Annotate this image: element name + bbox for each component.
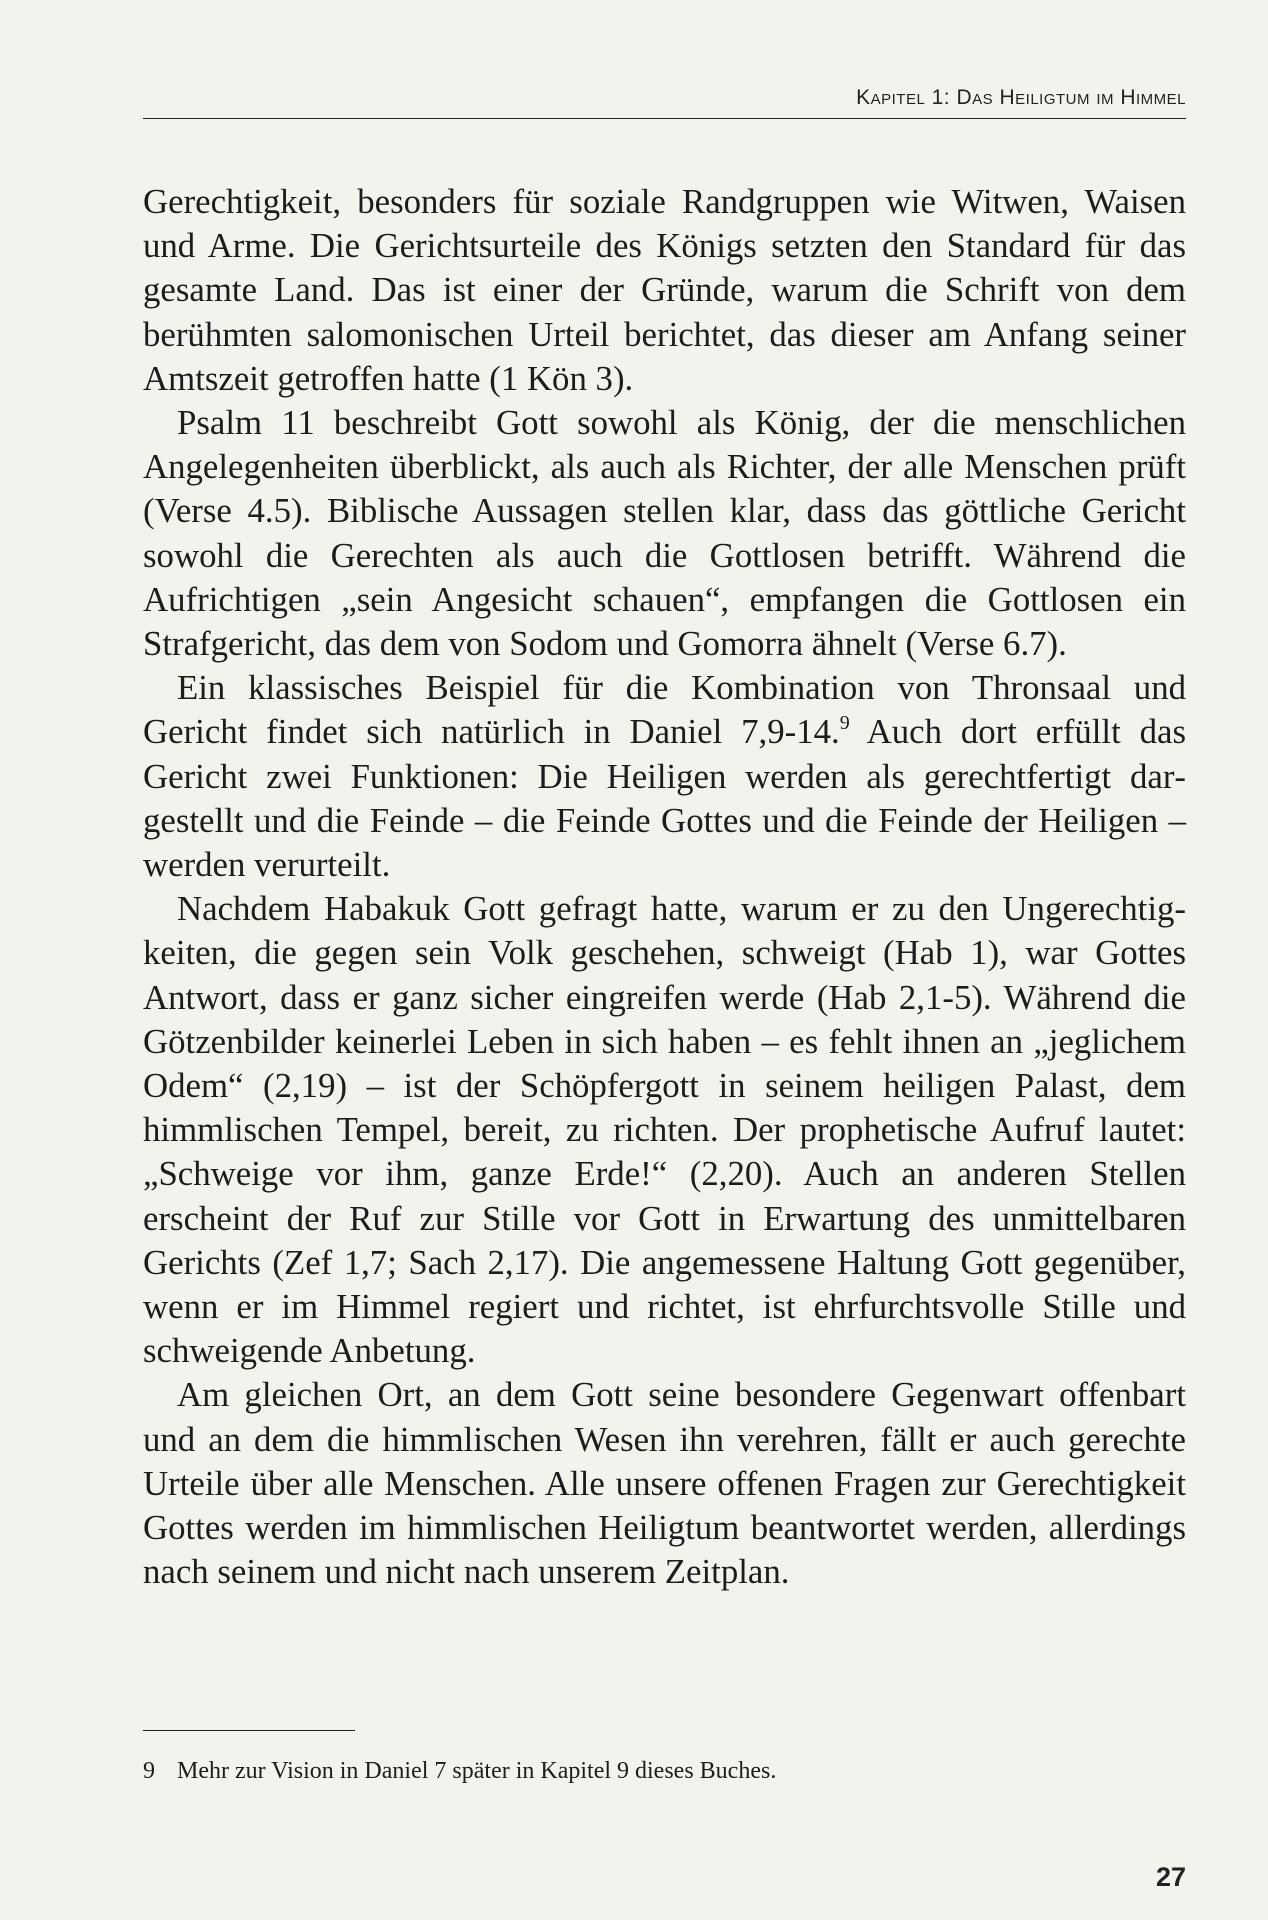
paragraph-5: Am gleichen Ort, an dem Gott seine besondere Gegenwart offenbart und an dem die himmlischen Wesen ihn verehren, fällt er auch gerechte Urteile über alle Menschen. Alle unsere offenen Fragen zur Gerechtigkeit Gottes werden im himmlischen Heiligtum beantwortet werden, allerdings nach seinem und nicht nach unserem Zeitplan. — [143, 1375, 1186, 1592]
body-text — [143, 180, 1186, 1595]
footnote-number: 9 — [143, 1758, 155, 1784]
header-rule — [143, 118, 1186, 119]
paragraph-3-text-before: Ein klassisches Beispiel für die Kombination von Thronsaal und Gericht findet sich natürlich in Daniel 7,9-14. — [143, 668, 1186, 752]
running-header: Kapitel 1: Das Heiligtum im Himmel — [856, 86, 1186, 109]
paragraph-4: Nachdem Habakuk Gott gefragt hatte, warum er zu den Ungerechtigkeiten, die gegen sein Volk geschehen, schweigt (Hab 1), war Gottes Antwort, dass er ganz sicher eingreifen werde (Hab 2,1-5). Während die Götzenbilder keinerlei Leben in sich haben – es fehlt ihnen an „jeglichem Odem“ (2,19) – ist der Schöpfergott in seinem heiligen Palast, dem himmlischen Tempel, bereit, zu richten. Der prophetische Aufruf lautet: „Schweige vor ihm, ganze Erde!“ (2,20). Auch an anderen Stellen erscheint der Ruf zur Stille vor Gott in Erwartung des unmittelbaren Gerichts (Zef 1,7; Sach 2,17). Die angemessene Haltung Gott gegenüber, wenn er im Himmel regiert und richtet, ist ehrfurchtsvolle Stille und schweigende Anbetung. — [143, 889, 1186, 1371]
paragraph-1: Gerechtigkeit, besonders für soziale Randgruppen wie Witwen, Waisen und Arme. Die Gerichtsurteile des Königs setzten den Standard für das gesamte Land. Das ist einer der Gründe, warum die Schrift von dem berühmten salomonischen Urteil berichtet, das dieser am Anfang seiner Amtszeit getroffen hatte (1 Kön 3). — [143, 182, 1186, 398]
paragraph-2: Psalm 11 beschreibt Gott sowohl als König, der die menschlichen Angelegenheiten überblickt, als auch als Richter, der alle Menschen prüft (Verse 4.5). Biblische Aussagen stellen klar, dass das göttliche Gericht sowohl die Gerechten als auch die Gottlosen betrifft. Während die Aufrichtigen „sein Angesicht schauen“, empfangen die Gottlosen ein Strafgericht, das dem von Sodom und Gomorra ähnelt (Verse 6.7). — [143, 403, 1186, 664]
footnote-rule — [143, 1730, 355, 1731]
paragraph-3-text-after: Auch dort erfüllt das Gericht zwei Funktionen: Die Heiligen werden als gerechtfertigt dargestellt und die Feinde – die Feinde Gottes und die Feinde der Heiligen – werden verurteilt. — [143, 712, 1186, 885]
footnote — [143, 1756, 1186, 1786]
footnote-text: Mehr zur Vision in Daniel 7 später in Kapitel 9 dieses Buches. — [177, 1758, 777, 1784]
paragraph-3 — [143, 666, 1186, 887]
page-number: 27 — [1155, 1862, 1186, 1892]
footnote-reference: 9 — [839, 712, 850, 735]
